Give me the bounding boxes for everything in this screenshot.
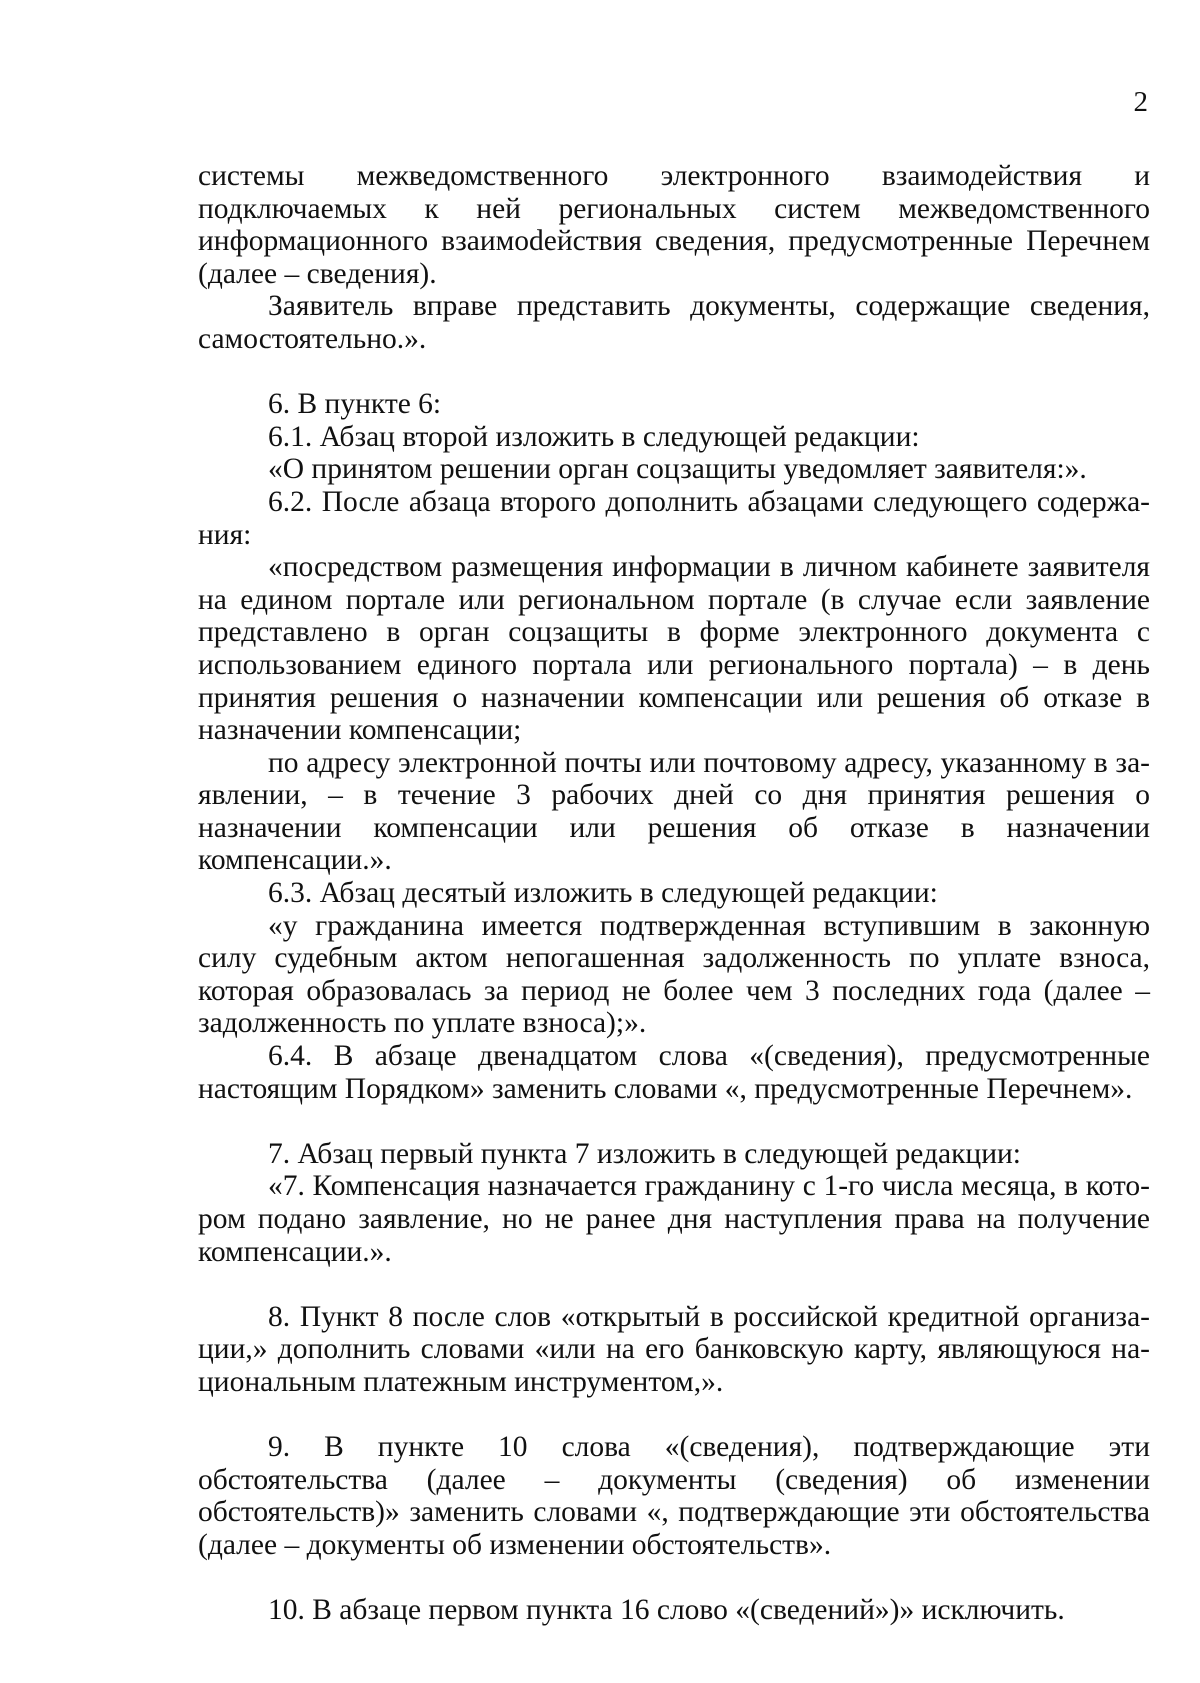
paragraph-item-7: 7. Абзац первый пункта 7 изложить в следующей редакции: [268,1137,1021,1170]
paragraph-item-6-1: 6.1. Абзац второй изложить в следующей редакции: [268,420,920,453]
paragraph-item-6-4: 6.4. В абзаце двенадцатом слова «(сведения), предусмотренные настоящим Порядком» заменить словами «, предусмотренные Перечнем». [198,1040,1150,1105]
section-gap [198,356,1150,389]
document-body [198,160,1150,1627]
paragraph-quote-compensation: «7. Компенсация назначается гражданину с 1-го числа месяца, в котором подано заявление, но не ранее дня наступления права на получение компенсации.». [198,1170,1150,1268]
paragraph-quote-portal: «посредством размещения информации в личном кабинете заявителя на едином портале или региональном портале (в случае если заявление представлено в орган соцзащиты в форме электронного документа с использованием единого портала или регионального портала) – в день принятия решения о назначении компенсации или решения об отказе в назначении компенсации; [198,551,1150,747]
paragraph-email-address: по адресу электронной почты или почтовому адресу, указанному в заявлении, – в течение 3 рабочих дней со дня принятия решения о назначении компенсации или решения об отказе в назначении компенсации.». [198,746,1150,877]
section-gap [198,1399,1150,1432]
paragraph-item-8: 8. Пункт 8 после слов «открытый в российской кредитной организации,» дополнить словами «или на его банковскую карту, являющуюся национальным платежным инструментом,». [198,1300,1150,1398]
paragraph-applicant-right: Заявитель вправе представить документы, содержащие сведения, самостоятельно.». [198,290,1150,355]
paragraph-item-6: 6. В пункте 6: [268,388,442,421]
paragraph-quote-decision: «О принятом решении орган соцзащиты уведомляет заявителя:». [268,453,1087,486]
section-gap [198,1268,1150,1301]
paragraph-quote-debt: «у гражданина имеется подтвержденная вступившим в законную силу судебным актом непогашенная задолженность по уплате взноса, которая образовалась за период не более чем 3 последних года (далее – задолженность по уплате взноса);». [198,909,1150,1040]
paragraph-continuation: системы межведомственного электронного взаимодействия и подключаемых к ней региональных систем межведомственного информационного взаимоdействия сведения, предусмотренные Перечнем (далее – сведения). [198,160,1150,290]
paragraph-item-10: 10. В абзаце первом пункта 16 слово «(сведений»)» исключить. [268,1594,1065,1627]
section-gap [198,1562,1150,1595]
section-gap [198,1105,1150,1138]
paragraph-item-9: 9. В пункте 10 слова «(сведения), подтверждающие эти обстоятельства (далее – документы (сведения) об изменении обстоятельств)» заменить словами «, подтверждающие эти обстоятельства (далее – документы об изменении обстоятельств». [198,1431,1150,1561]
page-number: 2 [1133,86,1148,118]
paragraph-item-6-2: 6.2. После абзаца второго дополнить абзацами следующего содержания: [198,485,1150,551]
paragraph-item-6-3: 6.3. Абзац десятый изложить в следующей редакции: [268,877,938,910]
